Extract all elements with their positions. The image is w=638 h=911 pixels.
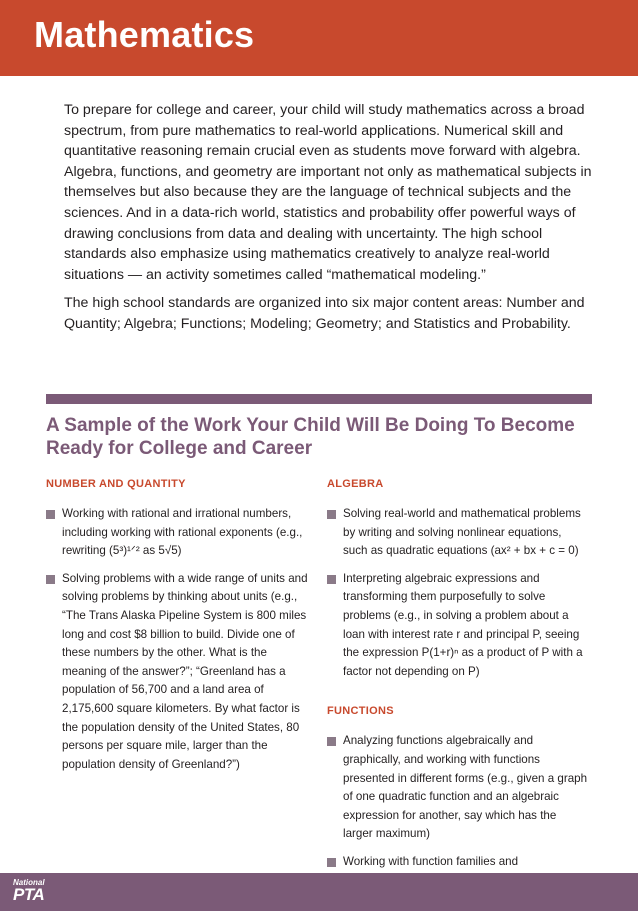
functions-heading: FUNCTIONS [327, 705, 394, 718]
list-item-text: Working with rational and irrational numbers, including working with rational exponents (e.g., rewriting (5³)¹ᐟ² as 5√5) [62, 507, 303, 558]
list-item-text: Analyzing functions algebraically and graphically, and working with functions presented in different forms (e.g., given a graph of one quadratic function and an algebraic expression for another, say which has the larger maximum) [343, 734, 588, 841]
list-item-text: Interpreting algebraic expressions and transforming them purposefully to solve problems (e.g., in solving a problem about a loan with interest rate r and principal P, seeing the expression P(1+r)ⁿ as a product of P with a factor not depending on P) [343, 571, 583, 678]
intro-text [64, 100, 604, 343]
bullet-square-icon [327, 575, 336, 584]
section-title: A Sample of the Work Your Child Will Be Doing To Become Ready for College and Career [46, 415, 575, 459]
footer-band [0, 873, 638, 911]
intro-paragraph: To prepare for college and career, your child will study mathematics across a broad spectrum, from pure mathematics to real-world applications. Numerical skill and quantitative reasoning remain crucial even as students move forward with algebra. Algebra, functions, and geometry are important not only as mathematical subjects in themselves but also because they are the language of technical subjects and the sciences. And in a data-rich world, statistics and probability offer powerful ways of drawing conclusions from data and dealing with uncertainty. The high school standards also emphasize using mathematics creatively to analyze real-world situations — an activity sometimes called “mathematical modeling.” [64, 102, 592, 283]
list-item [46, 505, 308, 561]
logo-big-text: PTA [13, 885, 45, 904]
list-item [327, 732, 589, 844]
list-item [327, 570, 589, 682]
bullet-square-icon [327, 510, 336, 519]
logo-small-text: National [13, 878, 45, 887]
page-title: Mathematics [34, 14, 255, 55]
algebra-heading: ALGEBRA [327, 478, 384, 490]
list-item [46, 570, 308, 775]
bullet-square-icon [46, 510, 55, 519]
section-divider [46, 394, 592, 404]
list-item-text: Working with function families and [343, 854, 519, 868]
list-item [327, 505, 589, 561]
left-column [46, 477, 308, 783]
right-column [327, 477, 589, 911]
bullet-square-icon [327, 737, 336, 746]
list-item-text: Solving real-world and mathematical problems by writing and solving nonlinear equations, such as quadratic equations (ax² + bx + c = 0) [343, 507, 581, 558]
bullet-square-icon [46, 575, 55, 584]
intro-paragraph: The high school standards are organized into six major content areas: Number and Quantity; Algebra; Functions; Modeling; Geometry; and Statistics and Probability. [64, 295, 585, 332]
national-pta-logo [13, 878, 59, 906]
bullet-square-icon [327, 858, 336, 867]
list-item-text: Solving problems with a wide range of units and solving problems by thinking about units (e.g., “The Trans Alaska Pipeline System is 800 miles long and cost $8 billion to build. Divide one of these numbers by the other. What is the meaning of the answer?”; “Greenland has a population of 56,700 and a land area of 2,175,600 square kilometers. By what factor is the population density of the United States, 80 persons per square mile, larger than the population density of Greenland?”) [62, 571, 308, 771]
number-quantity-heading: NUMBER AND QUANTITY [46, 478, 186, 490]
